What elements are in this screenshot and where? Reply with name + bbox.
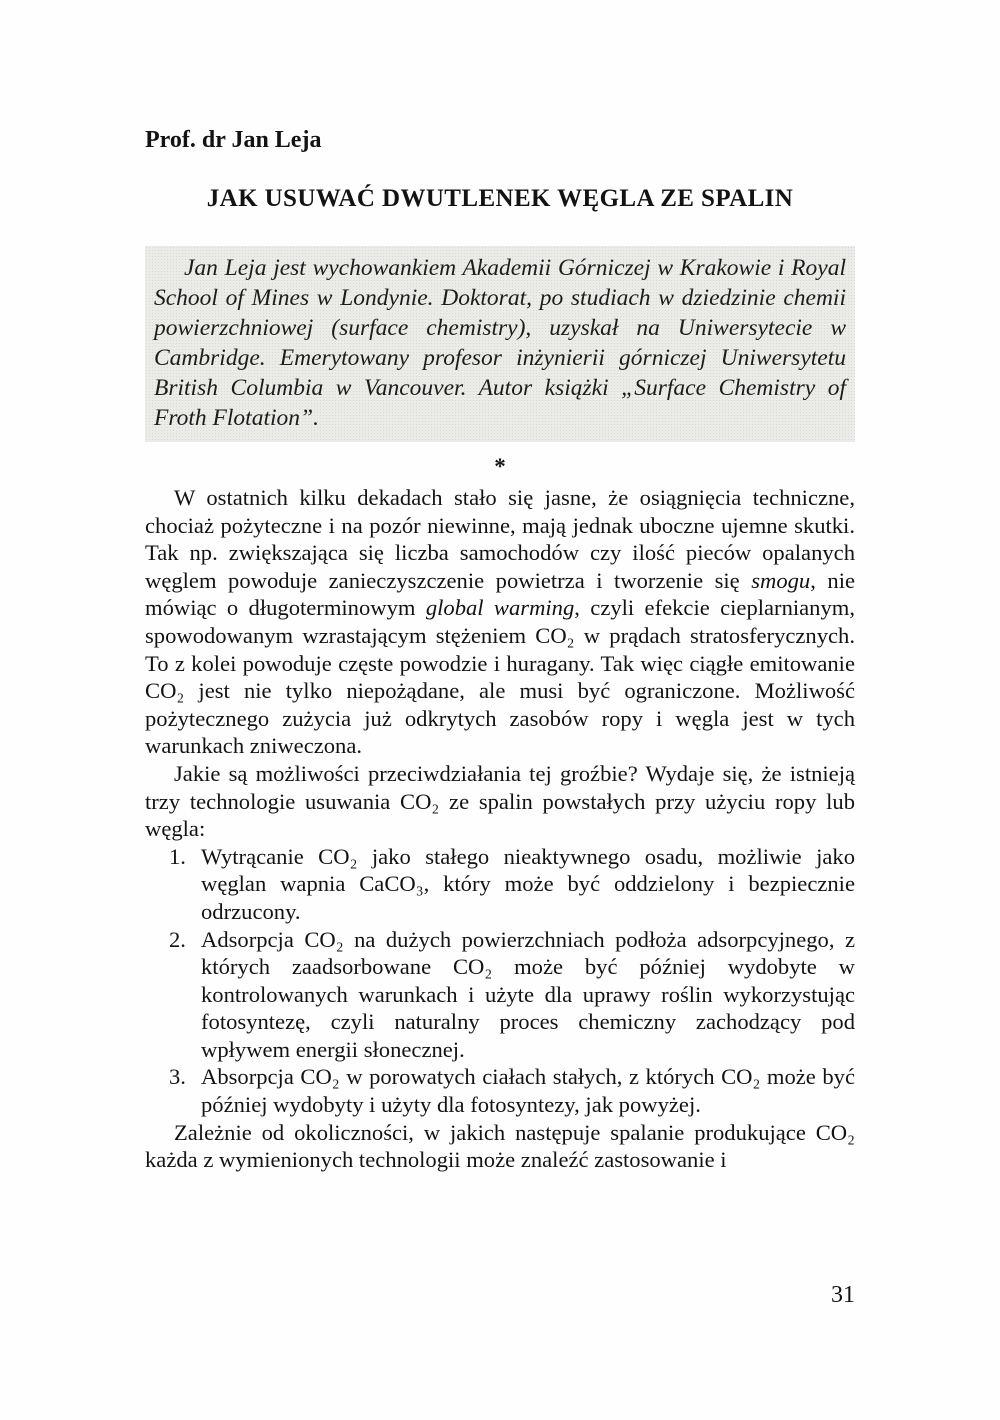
author-bio-text: Jan Leja jest wychowankiem Akademii Górniczej w Krakowie i Royal School of Mines w Londynie. Doktorat, po studiach w dziedzinie chemii powierzchniowej (surface chemistry), uzyskał na Uniwersytecie w Cambridge. Emerytowany profesor inżynierii górniczej Uniwersytetu British Columbia w Vancouver. Autor książki „Surface Chemistry of Froth Flotation”. [154,255,846,431]
list-item-number: 1. [169,843,186,869]
list-item [145,843,855,926]
page-number: 31 [831,1282,855,1308]
list-item-text: Absorpcja CO₂ w porowatych ciałach stałych, z których CO₂ może być później wydobyty i użyty dla fotosyntezy, jak powyżej. [201,1064,855,1118]
list-item-number: 2. [169,926,186,952]
author-line: Prof. dr Jan Leja [145,127,322,153]
list-item-text: Adsorpcja CO₂ na dużych powierzchniach podłoża adsorpcyjnego, z których zaadsorbowane CO₂ może być później wydobyte w kontrolowanych warunkach i użyte dla uprawy roślin wykorzystując fotosyntezę, czyli naturalny proces chemiczny zachodzący pod wpływem energii słonecznej. [201,926,855,1062]
closing-paragraph: Zależnie od okoliczności, w jakich następuje spalanie produkujące CO₂ każda z wymienionych technologii może znaleźć zastosowanie i [145,1119,855,1173]
list-item [145,1063,855,1118]
article-title: JAK USUWAĆ DWUTLENEK WĘGLA ZE SPALIN [206,185,794,212]
paragraph-2: Jakie są możliwości przeciwdziałania tej groźbie? Wydaje się, że istnieją trzy technologie usuwania CO₂ ze spalin powstałych przy użyciu ropy lub węgla: [145,760,855,842]
list-item-text: Wytrącanie CO₂ jako stałego nieaktywnego osadu, możliwie jako węglan wapnia CaCO₃, który może być oddzielony i bezpiecznie odrzucony. [201,843,855,924]
body-text [145,484,855,1174]
paragraph-1: W ostatnich kilku dekadach stało się jasne, że osiągnięcia techniczne, chociaż pożyteczne i na pozór niewinne, mają jednak uboczne ujemne skutki. Tak np. zwiększająca się liczba samochodów czy ilość pieców opalanych węglem powoduje zanieczyszczenie powietrza i tworzenie się smogu, nie mówiąc o długoterminowym global warming, czyli efekcie cieplarnianym, spowodowanym wzrastającym stężeniem CO₂ w prądach stratosferycznych. To z kolei powoduje częste powodzie i huragany. Tak więc ciągłe emitowanie CO₂ jest nie tylko niepożądane, ale musi być ograniczone. Możliwość pożytecznego zużycia już odkrytych zasobów ropy i węgla jest w tych warunkach zniweczona. [145,485,855,759]
text-block [145,0,855,1174]
numbered-list [145,843,855,1119]
list-item-number: 3. [169,1064,186,1090]
asterisk-separator: * [494,454,506,479]
list-item [145,926,855,1064]
author-bio-box [145,246,855,442]
